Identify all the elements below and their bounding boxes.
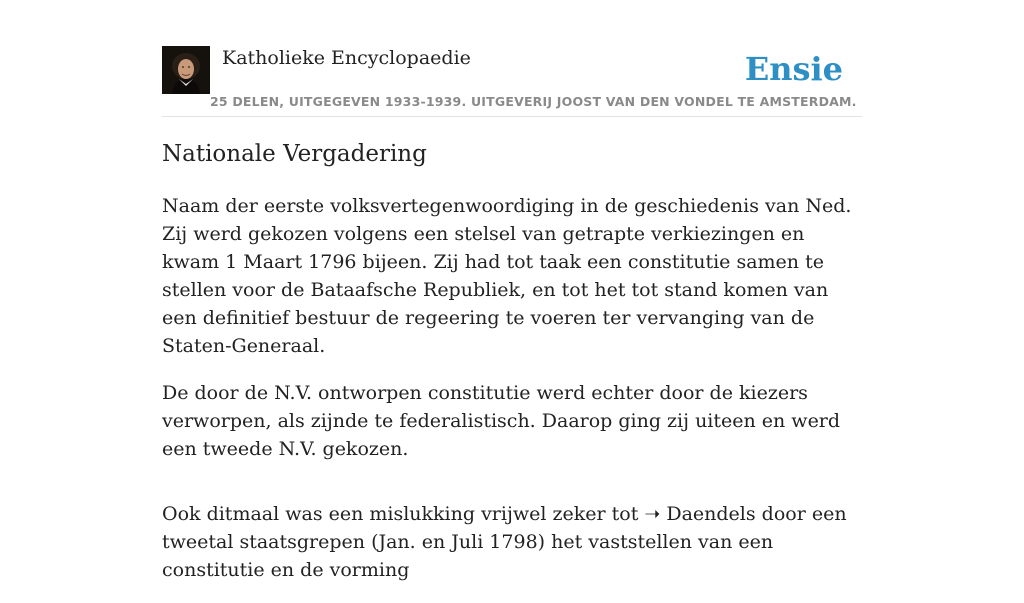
portrait-avatar-graphic [162,46,210,94]
article-paragraph [162,500,862,584]
paragraph-text-before-link: Ook ditmaal was een mislukking vrijwel zeker tot [162,503,645,525]
daendels-link[interactable]: ➝ Daendels [644,503,756,525]
source-header [162,46,862,117]
source-subtitle: 25 DELEN, UITGEGEVEN 1933-1939. UITGEVERIJ JOOST VAN DEN VONDEL TE AMSTERDAM. [210,94,857,109]
article-title: Nationale Vergadering [162,141,427,167]
paragraph-text-after-link: door een tweetal staatsgrepen (Jan. en Juli 1798) het vaststellen van een constitutie en de vorming [162,503,847,581]
source-title[interactable]: Katholieke Encyclopaedie [222,47,471,69]
article-paragraph: Naam der eerste volksvertegenwoordiging in de geschiedenis van Ned. Zij werd gekozen volgens een stelsel van getrapte verkiezingen en kwam 1 Maart 1796 bijeen. Zij had tot taak een constitutie samen te stellen voor de Bataafsche Republiek, en tot het tot stand komen van een definitief bestuur de regeering te voeren ter vervanging van de Staten-Generaal. [162,195,852,357]
portrait-avatar-icon[interactable] [162,46,210,94]
article-body [162,138,862,603]
brand-logo-link[interactable]: Ensie [744,50,843,88]
article-paragraph: De door de N.V. ontworpen constitutie werd echter door de kiezers verworpen, als zijnde te federalistisch. Daarop ging zij uiteen en werd een tweede N.V. gekozen. [162,382,841,460]
